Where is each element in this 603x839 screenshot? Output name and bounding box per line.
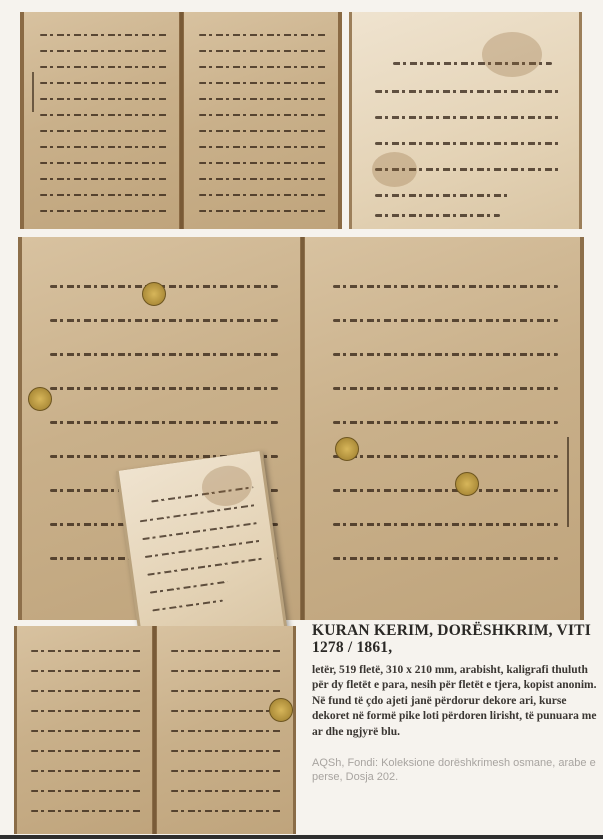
manuscript-spread-bottom-left (14, 626, 296, 834)
caption-body: letër, 519 fletë, 310 x 210 mm, arabisht, kaligrafi thuluth për dy fletët e para, nesih për fletët e tjera, kopist anonim. Në fund të çdo ajeti janë përdorur dekore ari, kurse dekoret në formë pike loti përdoren lirisht, të punuara me ar dhe ngjyrë blu. (312, 664, 597, 738)
manuscript-page-top-right (349, 12, 582, 229)
manuscript-spread-top-left (20, 12, 342, 229)
gold-roundel-icon (269, 698, 293, 722)
gold-roundel-icon (142, 282, 166, 306)
gold-roundel-icon (335, 437, 359, 461)
manuscript-spread-middle (18, 237, 584, 620)
bottom-border (0, 835, 603, 839)
manuscript-page-left (24, 12, 179, 229)
gold-roundel-icon (455, 472, 479, 496)
caption (312, 622, 597, 784)
manuscript-page-overlay (116, 451, 288, 656)
caption-title: KURAN KERIM, DORËSHKRIM, VITI 1278 / 1861, (312, 622, 591, 656)
caption-source: AQSh, Fondi: Koleksione dorëshkrimesh osmane, arabe e perse, Dosja 202. (312, 757, 596, 784)
gold-roundel-icon (28, 387, 52, 411)
manuscript-page-right (184, 12, 338, 229)
